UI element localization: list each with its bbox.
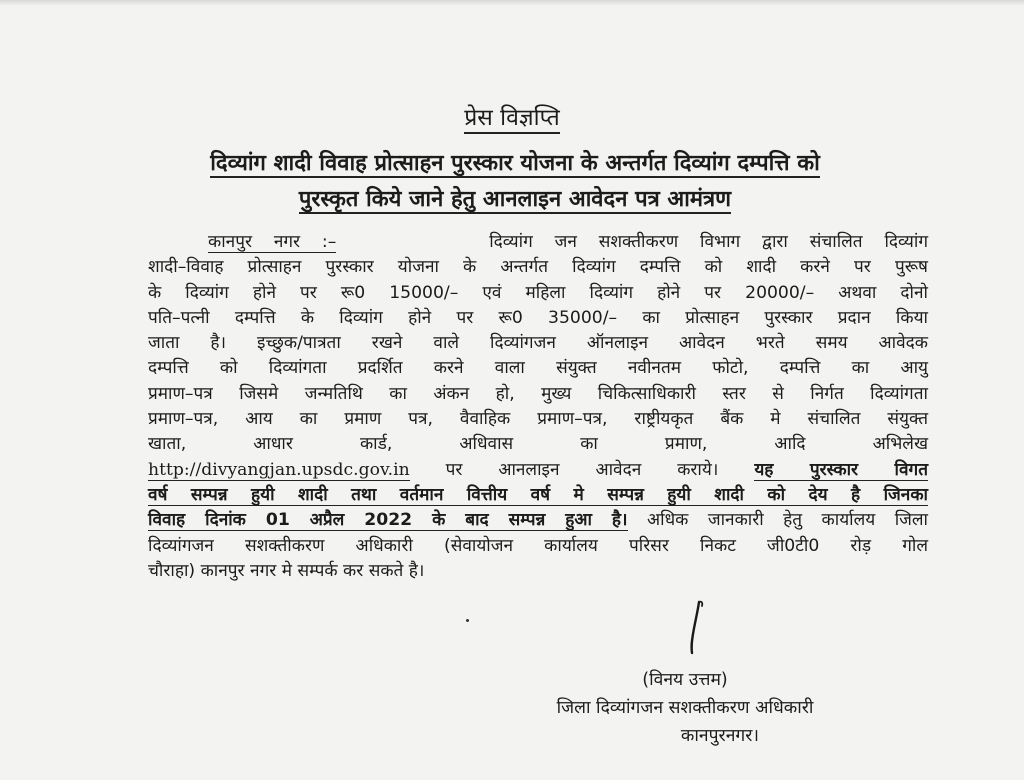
subject-line-2: पुरस्कृत किये जाने हेतु आनलाइन आवेदन पत्र आमंत्रण: [298, 187, 732, 212]
body-line-10: http://divyangjan.upsdc.gov.in पर आनलाइन आवेदन कराये। यह पुरस्कार विगत: [148, 459, 928, 480]
place-label: कानपुर नगर :–: [208, 232, 337, 252]
body-line-14: चौराहा) कानपुर नगर मे सम्पर्क कर सकते है।: [148, 560, 425, 581]
body-line-6: दम्पत्ति को दिव्यांगता प्रदर्शित करने वाला संयुक्त नवीनतम फोटो, दम्पत्ति का आयु: [148, 358, 928, 379]
page-title: [0, 103, 1024, 133]
body-line-4: पति–पत्नी दम्पत्ति के दिव्यांग होने पर रू0 35000/– का प्रोत्साहन पुरस्कार प्रदान किया: [148, 307, 928, 328]
body-line-13: दिव्यांगजन सशक्तीकरण अधिकारी (सेवायोजन कार्यालय परिसर निकट जी0टी0 रोड़ गोल: [148, 535, 928, 556]
body-line-11: [148, 483, 928, 508]
eligibility-note-part-1: यह पुरस्कार विगत: [754, 459, 928, 480]
body-text: [148, 230, 928, 584]
body-line-9: खाता, आधार कार्ड, अधिवास का प्रमाण, आदि अभिलेख: [148, 434, 928, 455]
body-line-12: विवाह दिनांक 01 अप्रैल 2022 के बाद सम्पन्न हुआ है। अधिक जानकारी हेतु कार्यालय जिला: [148, 510, 928, 531]
body-line-7: प्रमाण–पत्र जिसमे जन्मतिथि का अंकन हो, मुख्य चिकित्साधिकारी स्तर से निर्गत दिव्यांगता: [148, 383, 928, 404]
signatory-location: कानपुरनगर।: [680, 726, 760, 746]
subject-heading: [150, 146, 880, 218]
heading-text: प्रेस विज्ञप्ति: [464, 105, 560, 134]
eligibility-note-part-3: विवाह दिनांक 01 अप्रैल 2022 के बाद सम्पन्न हुआ है।: [148, 510, 628, 531]
eligibility-note-part-2: वर्ष सम्पन्न हुयी शादी तथा वर्तमान वित्तीय वर्ष मे सम्पन्न हुयी शादी को देय है जिनका: [148, 484, 928, 505]
ink-speck: [466, 619, 469, 622]
body-line-2: शादी–विवाह प्रोत्साहन पुरस्कार योजना के अन्तर्गत दिव्यांग दम्पत्ति को शादी करने पर पुरूष: [148, 257, 928, 278]
signature-block: [450, 666, 920, 750]
signatory-designation: जिला दिव्यांगजन सशक्तीकरण अधिकारी: [556, 698, 814, 718]
scan-edge: [0, 0, 1024, 6]
body-line-3: के दिव्यांग होने पर रू0 15000/– एवं महिला दिव्यांग होने पर 20000/– अथवा दोनो: [148, 282, 928, 303]
application-link[interactable]: http://divyangjan.upsdc.gov.in: [148, 459, 410, 480]
signatory-name: (विनय उत्तम): [642, 670, 728, 690]
handwritten-signature: [686, 598, 716, 658]
body-line-5: जाता है। इच्छुक/पात्रता रखने वाले दिव्यांगजन ऑनलाइन आवेदन भरते समय आवेदक: [148, 333, 928, 354]
body-line-8: प्रमाण–पत्र, आय का प्रमाण पत्र, वैवाहिक प्रमाण–पत्र, राष्ट्रीयकृत बैंक मे संचालित संयुक्त: [148, 409, 928, 430]
subject-line-1: दिव्यांग शादी विवाह प्रोत्साहन पुरस्कार योजना के अन्तर्गत दिव्यांग दम्पत्ति को: [210, 151, 820, 176]
body-line-1: कानपुर नगर :– दिव्यांग जन सशक्तीकरण विभाग द्वारा संचालित दिव्यांग: [208, 232, 928, 252]
